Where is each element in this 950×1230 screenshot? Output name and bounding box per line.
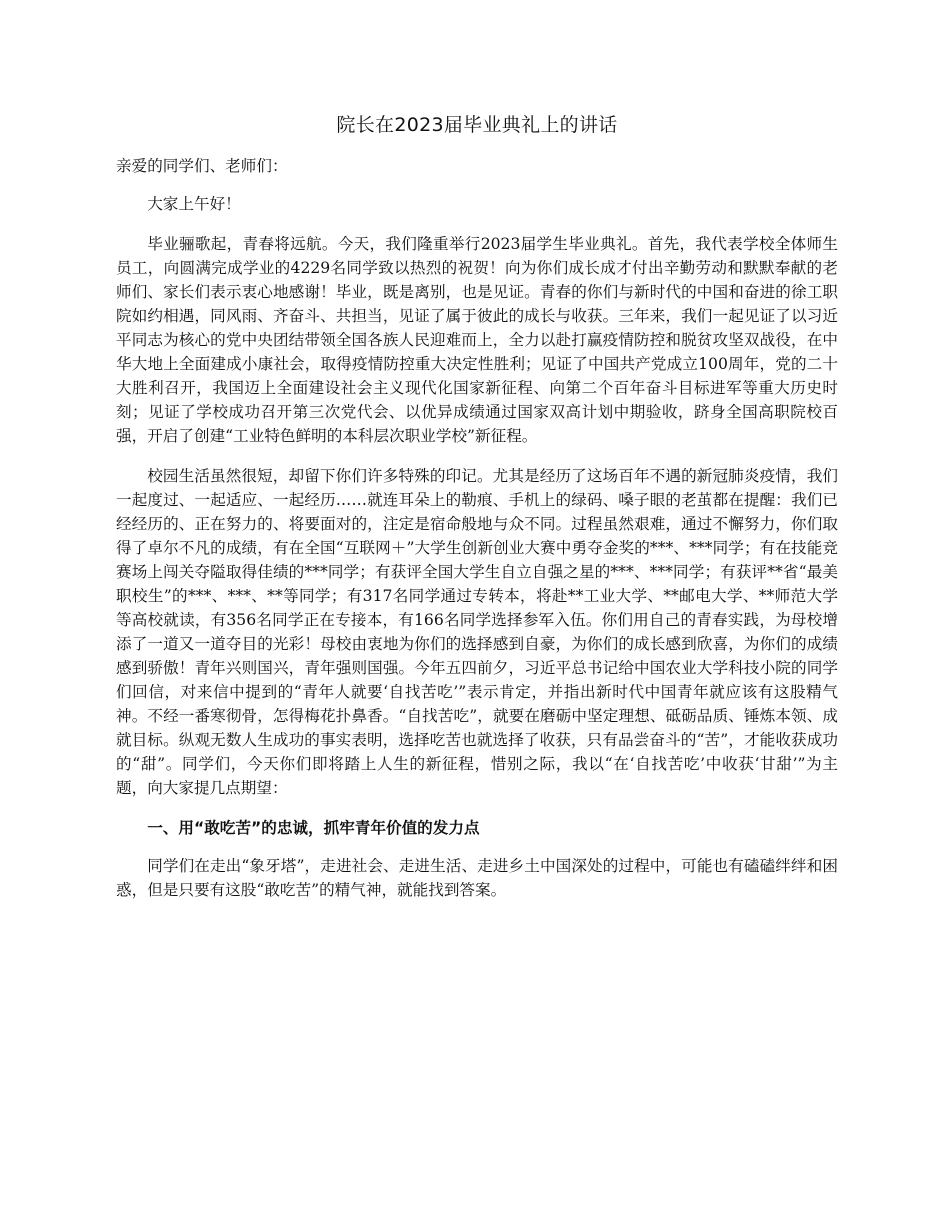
greeting: 大家上午好！: [147, 195, 241, 213]
paragraph-campus-life: 校园生活虽然很短，却留下你们许多特殊的印记。尤其是经历了这场百年不遇的新冠肺炎疫情，我们一起度过、一起适应、一起经历……就连耳朵上的勒痕、手机上的绿码、嗓子眼的老茧都在提醒：我们已经经历的、正在努力的、将要面对的，注定是宿命般地与众不同。过程虽然艰难，通过不懈努力，你们取得了卓尔不凡的成绩，有在全国“互联网＋”大学生创新创业大赛中勇夺金奖的***、***同学；有在技能竞赛场上闯关夺隘取得佳绩的***同学；有获评全国大学生自立自强之星的***、***同学；有获评**省“最美职校生”的***、***、**等同学；有317名同学通过专转本，将赴**工业大学、**邮电大学、**师范大学等高校就读，有356名同学正在专接本，有166名同学选择参军入伍。你们用自己的青春实践，为母校增添了一道又一道夺目的光彩！母校由衷地为你们的选择感到自豪，为你们的成长感到欣喜，为你们的成绩感到骄傲！青年兴则国兴，青年强则国强。今年五四前夕，习近平总书记给中国农业大学科技小院的同学们回信，对来信中提到的“青年人就要‘自找苦吃’”表示肯定，并指出新时代中国青年就应该有这股精气神。不经一番寒彻骨，怎得梅花扑鼻香。“自找苦吃”，就要在磨砺中坚定理想、砥砺品质、锤炼本领、成就目标。纵观无数人生成功的事实表明，选择吃苦也就选择了收获，只有品尝奋斗的“苦”，才能收获成功的“甜”。同学们，今天你们即将踏上人生的新征程，惜别之际，我以“在‘自找苦吃’中收获‘甘甜’”为主题，向大家提几点期望：: [116, 467, 838, 797]
paragraph-opening: 毕业骊歌起，青春将远航。今天，我们隆重举行2023届学生毕业典礼。首先，我代表学校全体师生员工，向圆满完成学业的4229名同学致以热烈的祝贺！向为你们成长成才付出辛勤劳动和默默奉献的老师们、家长们表示衷心地感谢！毕业，既是离别，也是见证。青春的你们与新时代的中国和奋进的徐工职院如约相遇，同风雨、齐奋斗、共担当，见证了属于彼此的成长与收获。三年来，我们一起见证了以习近平同志为核心的党中央团结带领全国各族人民迎难而上，全力以赴打赢疫情防控和脱贫攻坚双战役，在中华大地上全面建成小康社会，取得疫情防控重大决定性胜利；见证了中国共产党成立100周年，党的二十大胜利召开，我国迈上全面建设社会主义现代化国家新征程、向第二个百年奋斗目标进军等重大历史时刻；见证了学校成功召开第三次党代会、以优异成绩通过国家双高计划中期验收，跻身全国高职院校百强，开启了创建“工业特色鲜明的本科层次职业学校”新征程。: [116, 235, 838, 445]
section-heading: 一、用“敢吃苦”的忠诚，抓牢青年价值的发力点: [147, 819, 480, 837]
document-title: 院长在2023届毕业典礼上的讲话: [336, 114, 618, 136]
document-page: [116, 110, 838, 918]
salutation: 亲爱的同学们、老师们：: [116, 157, 288, 175]
section-paragraph: 同学们在走出“象牙塔”，走进社会、走进生活、走进乡土中国深处的过程中，可能也有磕磕绊绊和困惑，但是只要有这股“敢吃苦”的精气神，就能找到答案。: [116, 857, 838, 899]
